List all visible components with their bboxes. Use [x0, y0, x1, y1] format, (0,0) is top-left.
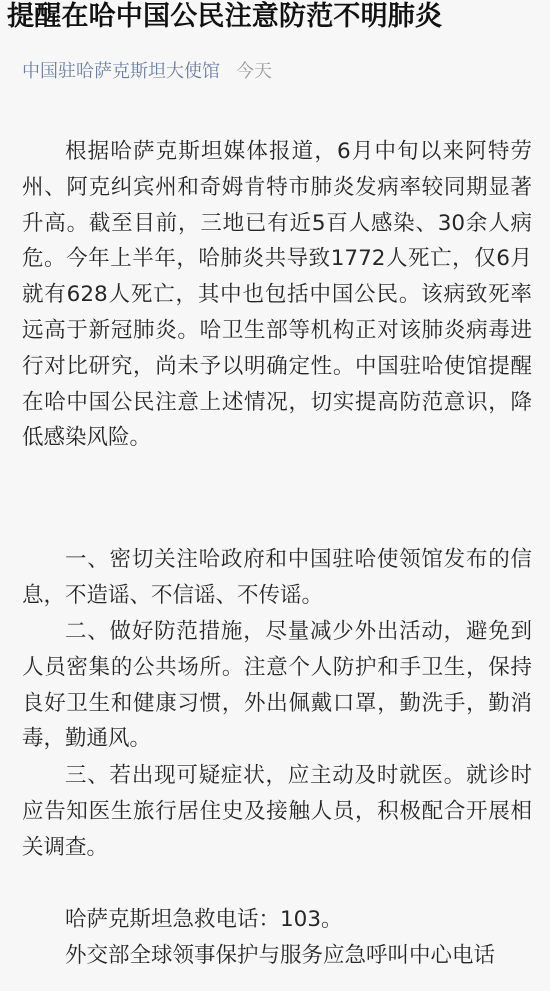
paragraph-intro: 根据哈萨克斯坦媒体报道，6月中旬以来阿特劳州、阿克纠宾州和奇姆肯特市肺炎发病率较同期显著升高。截至目前，三地已有近5百人感染、30余人病危。今年上半年，哈肺炎共导致1772人死亡，仅6月就有628人死亡，其中也包括中国公民。该病致死率远高于新冠肺炎。哈卫生部等机构正对该肺炎病毒进行对比研究，尚未予以明确定性。中国驻哈使馆提醒在哈中国公民注意上述情况，切实提高防范意识，降低感染风险。: [22, 139, 532, 451]
article-meta: [22, 60, 272, 84]
article-title: 提醒在哈中国公民注意防范不明肺炎: [7, 1, 443, 32]
source-account-link[interactable]: 中国驻哈萨克斯坦大使馆: [22, 61, 220, 82]
paragraph-hotline: 外交部全球领事保护与服务应急呼叫中心电话: [65, 943, 496, 968]
paragraph-point-3: 三、若出现可疑症状，应主动及时就医。就诊时应告知医生旅行居住史及接触人员，积极配合开展相关调查。: [22, 763, 532, 860]
publish-date: 今天: [236, 61, 272, 82]
paragraph-point-2: 二、做好防范措施，尽量减少外出活动，避免到人员密集的公共场所。注意个人防护和手卫生，保持良好卫生和健康习惯，外出佩戴口罩，勤洗手，勤消毒，勤通风。: [22, 619, 532, 752]
paragraph-point-1: 一、密切关注哈政府和中国驻哈使领馆发布的信息，不造谣、不信谣、不传谣。: [22, 547, 532, 608]
paragraph-emergency-number: 哈萨克斯坦急救电话：103。: [65, 907, 343, 932]
